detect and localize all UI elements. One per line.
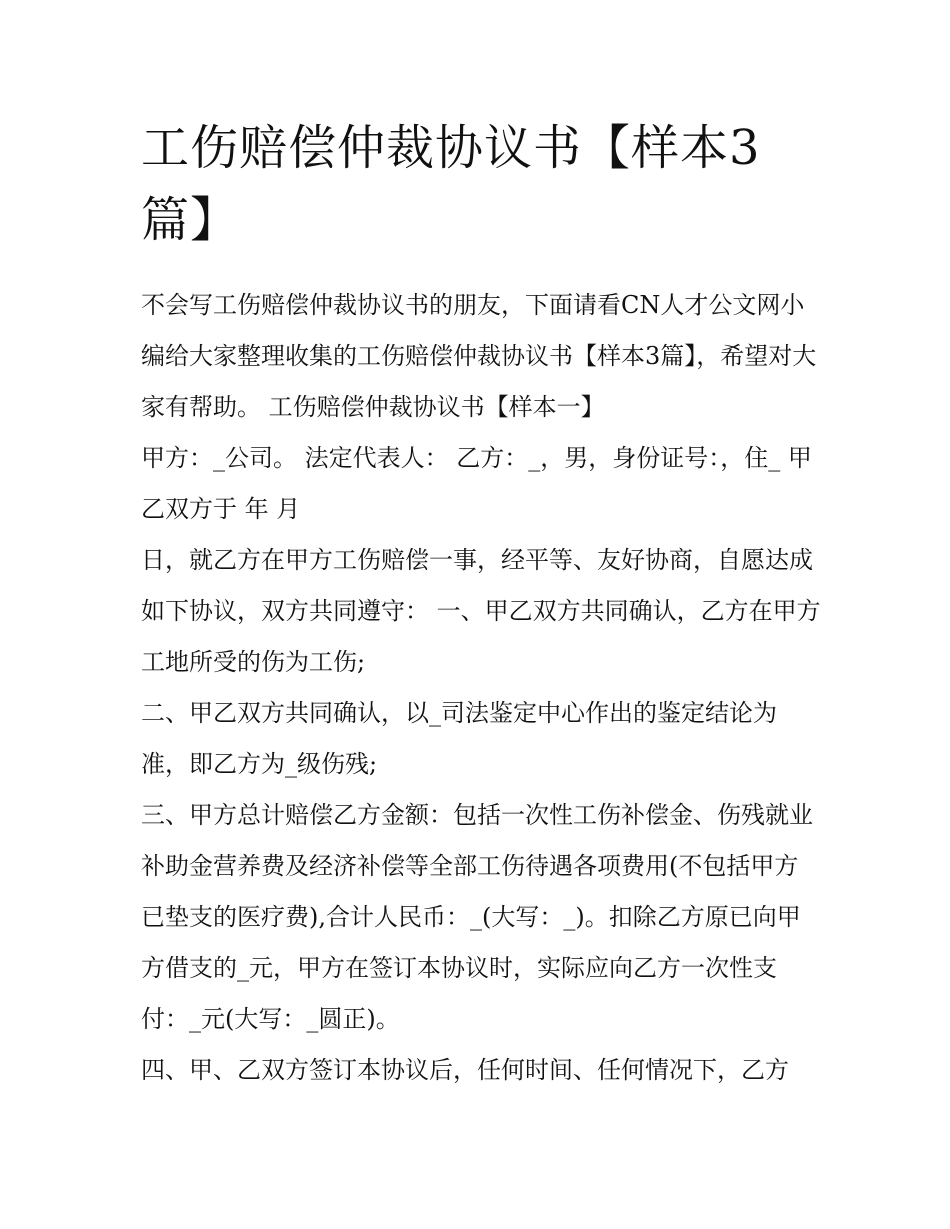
paragraph-intro: 不会写工伤赔偿仲裁协议书的朋友，下面请看CN人才公文网小编给大家整理收集的工伤赔偿仲裁协议书【样本3篇】，希望对大家有帮助。 工伤赔偿仲裁协议书【样本一】 xyxy=(141,291,817,421)
document-body xyxy=(141,280,821,1096)
document-page xyxy=(141,112,821,1096)
paragraph-clause-1: 日，就乙方在甲方工伤赔偿一事，经平等、友好协商，自愿达成如下协议，双方共同遵守： 一、甲乙双方共同确认，乙方在甲方工地所受的伤为工伤; xyxy=(141,546,821,676)
paragraph-clause-2: 二、甲乙双方共同确认，以_司法鉴定中心作出的鉴定结论为准，即乙方为_级伤残; xyxy=(141,699,777,778)
paragraph-clause-4: 四、甲、乙双方签订本协议后，任何时间、任何情况下，乙方 xyxy=(141,1056,789,1084)
paragraph-clause-3: 三、甲方总计赔偿乙方金额：包括一次性工伤补偿金、伤残就业补助金营养费及经济补偿等全部工伤待遇各项费用(不包括甲方已垫支的医疗费),合计人民币：_(大写：_)。扣除乙方原已向甲方借支的_元，甲方在签订本协议时，实际应向乙方一次性支付：_元(大写：_圆正)。 xyxy=(141,801,813,1033)
document-title: 工伤赔偿仲裁协议书【样本3篇】 xyxy=(141,120,761,248)
paragraph-parties: 甲方：_公司。 法定代表人： 乙方：_，男，身份证号：，住_ 甲乙双方于 年 月 xyxy=(141,444,812,523)
